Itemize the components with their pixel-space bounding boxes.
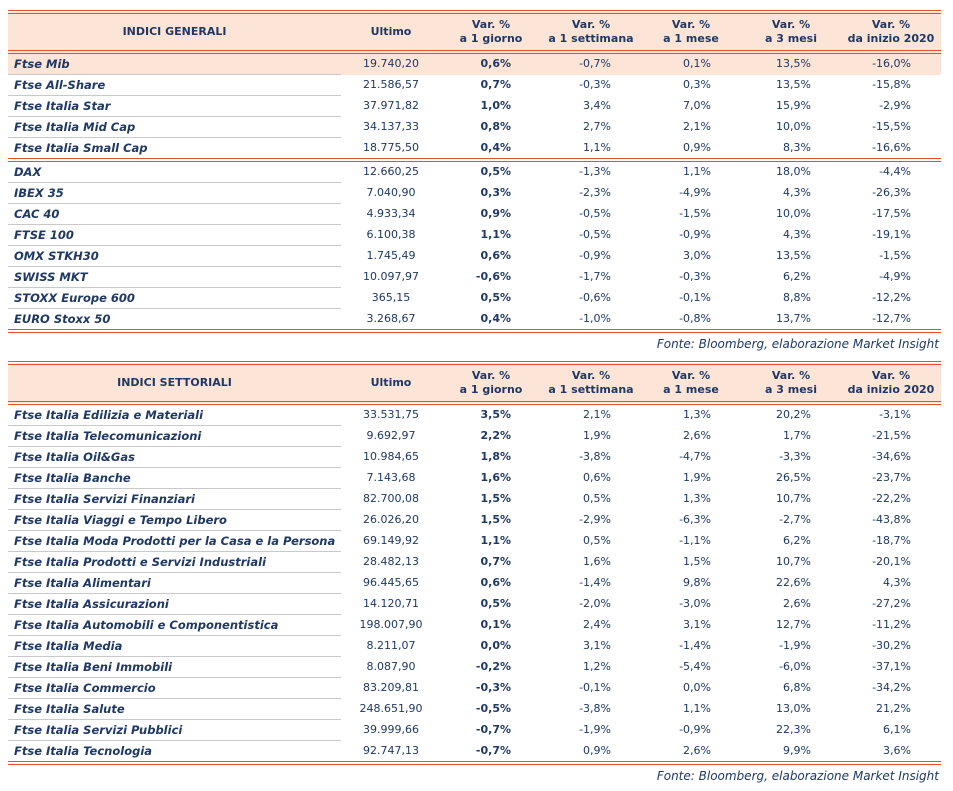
last-value: 82.700,08 xyxy=(363,492,419,505)
var-3m-value: -6,0% xyxy=(779,660,811,673)
indici-settoriali-table xyxy=(8,361,941,765)
var-ytd-value: -4,4% xyxy=(879,165,911,179)
index-name: Ftse Italia Oil&Gas xyxy=(8,447,341,468)
var-3m-value: 6,2% xyxy=(783,534,811,547)
index-name: Ftse Italia Beni Immobili xyxy=(8,657,341,678)
index-name: Ftse Mib xyxy=(8,52,341,75)
index-row xyxy=(8,636,941,657)
index-name: EURO Stoxx 50 xyxy=(8,309,341,332)
indici-generali-table xyxy=(8,10,941,333)
last-value: 39.999,66 xyxy=(363,723,419,736)
var-1w-value: -0,1% xyxy=(579,681,611,694)
var-1m-value: -0,1% xyxy=(679,291,711,304)
var-ytd-value: -4,9% xyxy=(879,270,911,283)
var-ytd-value: -34,2% xyxy=(872,681,911,694)
var-1w-value: -1,4% xyxy=(579,576,611,589)
var-1d-value: 0,4% xyxy=(441,138,541,161)
last-value: 198.007,90 xyxy=(359,618,423,631)
index-name: Ftse Italia Star xyxy=(8,96,341,117)
var-1w-value: 0,9% xyxy=(541,741,641,764)
last-value: 28.482,13 xyxy=(363,555,419,568)
index-name: FTSE 100 xyxy=(8,225,341,246)
indici-generali-body xyxy=(8,52,941,331)
last-value: 1.745,49 xyxy=(366,249,416,262)
var-3m-value: 12,7% xyxy=(776,618,811,631)
index-row xyxy=(8,246,941,267)
var-1d-value: 1,1% xyxy=(480,228,511,241)
index-row xyxy=(8,288,941,309)
index-name: Ftse Italia Telecomunicazioni xyxy=(8,426,341,447)
var-3m-value: 4,3% xyxy=(783,186,811,199)
var-ytd-column-header: Var. % da inizio 2020 xyxy=(841,12,941,52)
last-value: 10.097,97 xyxy=(363,270,419,283)
last-value: 26.026,20 xyxy=(363,513,419,526)
var-1m-value: -1,4% xyxy=(679,639,711,652)
var-1d-value: -0,7% xyxy=(441,741,541,764)
general-indices-section xyxy=(8,10,941,359)
index-row xyxy=(8,426,941,447)
var-1d-value: 1,5% xyxy=(480,492,511,505)
var-ytd-value: -1,5% xyxy=(879,249,911,262)
index-row xyxy=(8,160,941,183)
index-row xyxy=(8,403,941,426)
index-row xyxy=(8,594,941,615)
var-1w-value: 1,1% xyxy=(541,138,641,161)
var-3m-value: 2,6% xyxy=(783,597,811,610)
index-name: Ftse Italia Commercio xyxy=(8,678,341,699)
var-1w-value: 0,6% xyxy=(583,471,611,484)
index-row xyxy=(8,52,941,75)
last-value: 12.660,25 xyxy=(363,165,419,179)
last-value: 19.740,20 xyxy=(341,52,441,75)
var-1m-value: -5,4% xyxy=(679,660,711,673)
var-1m-value: -6,3% xyxy=(679,513,711,526)
last-value: 69.149,92 xyxy=(363,534,419,547)
index-row xyxy=(8,720,941,741)
var-3m-value: 8,8% xyxy=(783,291,811,304)
last-value: 83.209,81 xyxy=(363,681,419,694)
var-1d-value: 0,7% xyxy=(480,78,511,91)
var-1w-value: -1,0% xyxy=(541,309,641,332)
var-ytd-value: -3,1% xyxy=(879,408,911,422)
var-1d-value: -0,6% xyxy=(475,270,511,283)
indices-column-header: INDICI GENERALI xyxy=(8,12,341,52)
var-1m-value: -0,3% xyxy=(679,270,711,283)
index-name: IBEX 35 xyxy=(8,183,341,204)
var-1w-value: -2,0% xyxy=(579,597,611,610)
var-3m-value: -1,9% xyxy=(779,639,811,652)
var-1m-value: -0,9% xyxy=(679,723,711,736)
index-row xyxy=(8,741,941,764)
var-3m-value: 1,7% xyxy=(783,429,811,442)
var-3m-value: 6,8% xyxy=(783,681,811,694)
var-1d-value: 1,8% xyxy=(480,450,511,463)
var-ytd-value: 4,3% xyxy=(883,576,911,589)
var-ytd-value: -15,5% xyxy=(872,120,911,133)
var-1w-value: -0,9% xyxy=(579,249,611,262)
index-row xyxy=(8,510,941,531)
last-value: 14.120,71 xyxy=(363,597,419,610)
var-ytd-value: -18,7% xyxy=(872,534,911,547)
var-ytd-column-header: Var. % da inizio 2020 xyxy=(841,363,941,403)
var-1m-value: 0,9% xyxy=(641,138,741,161)
var-1m-value: -1,1% xyxy=(679,534,711,547)
var-3m-value: 22,6% xyxy=(776,576,811,589)
var-ytd-value: -43,8% xyxy=(872,513,911,526)
var-1d-value: 0,5% xyxy=(480,597,511,610)
index-name: STOXX Europe 600 xyxy=(8,288,341,309)
var-1d-value: 0,1% xyxy=(480,618,511,631)
var-1m-value: 1,3% xyxy=(683,492,711,505)
index-row xyxy=(8,96,941,117)
index-name: Ftse Italia Assicurazioni xyxy=(8,594,341,615)
var-1d-value: 0,0% xyxy=(480,639,511,652)
var-1w-value: -2,9% xyxy=(579,513,611,526)
source-note: Fonte: Bloomberg, elaborazione Market Insight xyxy=(656,769,939,783)
index-row xyxy=(8,489,941,510)
var-ytd-value: 3,6% xyxy=(841,741,941,764)
var-1m-value: 0,0% xyxy=(683,681,711,694)
index-name: Ftse Italia Servizi Pubblici xyxy=(8,720,341,741)
var-ytd-value: -27,2% xyxy=(872,597,911,610)
index-row xyxy=(8,117,941,138)
var-1d-value: -0,2% xyxy=(475,660,511,673)
var-ytd-value: -22,2% xyxy=(872,492,911,505)
last-value: 21.586,57 xyxy=(363,78,419,91)
var-ytd-value: -11,2% xyxy=(872,618,911,631)
var-ytd-value: -19,1% xyxy=(872,228,911,241)
var-ytd-value: -17,5% xyxy=(872,207,911,220)
var-3m-value: 4,3% xyxy=(783,228,811,241)
index-name: Ftse Italia Servizi Finanziari xyxy=(8,489,341,510)
var-3m-value: 13,5% xyxy=(776,249,811,262)
var-1m-value: 1,9% xyxy=(683,471,711,484)
last-value: 37.971,82 xyxy=(363,99,419,112)
last-value: 33.531,75 xyxy=(363,408,419,422)
index-row xyxy=(8,552,941,573)
var-1w-value: -2,3% xyxy=(579,186,611,199)
var-ytd-value: 21,2% xyxy=(876,702,911,715)
last-value: 7.040,90 xyxy=(366,186,416,199)
ultimo-column-header: Ultimo xyxy=(341,363,441,403)
last-value: 8.087,90 xyxy=(366,660,416,673)
var-1w-column-header: Var. % a 1 settimana xyxy=(541,12,641,52)
index-row xyxy=(8,447,941,468)
var-3m-column-header: Var. % a 3 mesi xyxy=(741,12,841,52)
index-row xyxy=(8,678,941,699)
var-ytd-value: -15,8% xyxy=(872,78,911,91)
var-ytd-value: -21,5% xyxy=(872,429,911,442)
var-ytd-value: -16,0% xyxy=(841,52,941,75)
var-1m-value: 1,5% xyxy=(683,555,711,568)
index-row xyxy=(8,657,941,678)
index-row xyxy=(8,75,941,96)
var-1m-value: -3,0% xyxy=(679,597,711,610)
var-3m-value: 6,2% xyxy=(783,270,811,283)
var-1w-value: -0,6% xyxy=(579,291,611,304)
var-1m-value: 0,3% xyxy=(683,78,711,91)
var-1w-value: -0,5% xyxy=(579,207,611,220)
index-name: DAX xyxy=(8,160,341,183)
var-1m-value: -1,5% xyxy=(679,207,711,220)
last-value: 18.775,50 xyxy=(341,138,441,161)
var-ytd-value: -16,6% xyxy=(841,138,941,161)
var-3m-value: 13,7% xyxy=(741,309,841,332)
index-name: SWISS MKT xyxy=(8,267,341,288)
index-row xyxy=(8,225,941,246)
var-3m-value: 18,0% xyxy=(776,165,811,179)
var-ytd-value: -23,7% xyxy=(872,471,911,484)
var-1m-value: 1,3% xyxy=(683,408,711,422)
var-1w-value: -0,3% xyxy=(579,78,611,91)
var-1d-value: -0,3% xyxy=(475,681,511,694)
index-row xyxy=(8,615,941,636)
var-ytd-value: -34,6% xyxy=(872,450,911,463)
index-name: Ftse Italia Mid Cap xyxy=(8,117,341,138)
var-1d-column-header: Var. % a 1 giorno xyxy=(441,363,541,403)
index-row xyxy=(8,204,941,225)
var-3m-value: -3,3% xyxy=(779,450,811,463)
var-1m-value: 1,1% xyxy=(683,702,711,715)
last-value: 10.984,65 xyxy=(363,450,419,463)
var-3m-value: 10,0% xyxy=(776,207,811,220)
var-3m-value: 20,2% xyxy=(776,408,811,422)
var-3m-value: 15,9% xyxy=(776,99,811,112)
var-ytd-value: -2,9% xyxy=(879,99,911,112)
var-3m-value: 10,7% xyxy=(776,555,811,568)
var-1d-value: 0,3% xyxy=(480,186,511,199)
var-1m-value: 0,1% xyxy=(641,52,741,75)
var-1m-value: 2,6% xyxy=(641,741,741,764)
var-1w-column-header: Var. % a 1 settimana xyxy=(541,363,641,403)
last-value: 4.933,34 xyxy=(366,207,416,220)
header-row xyxy=(8,363,941,403)
var-1w-value: 1,9% xyxy=(583,429,611,442)
var-ytd-value: -26,3% xyxy=(872,186,911,199)
index-row xyxy=(8,468,941,489)
var-1w-value: 3,1% xyxy=(583,639,611,652)
var-1d-value: 1,5% xyxy=(480,513,511,526)
var-1w-value: -1,3% xyxy=(579,165,611,179)
var-1m-value: 3,0% xyxy=(683,249,711,262)
var-3m-value: 13,5% xyxy=(776,78,811,91)
index-name: OMX STKH30 xyxy=(8,246,341,267)
index-name: CAC 40 xyxy=(8,204,341,225)
index-name: Ftse All-Share xyxy=(8,75,341,96)
var-1m-column-header: Var. % a 1 mese xyxy=(641,363,741,403)
var-1m-value: -4,9% xyxy=(679,186,711,199)
last-value: 92.747,13 xyxy=(341,741,441,764)
var-1m-value: 1,1% xyxy=(683,165,711,179)
var-3m-value: 13,0% xyxy=(776,702,811,715)
var-3m-value: 10,7% xyxy=(776,492,811,505)
indici-settoriali-body xyxy=(8,403,941,763)
var-1d-column-header: Var. % a 1 giorno xyxy=(441,12,541,52)
var-1m-value: 7,0% xyxy=(683,99,711,112)
var-1d-value: 2,2% xyxy=(480,429,511,442)
index-name: Ftse Italia Automobili e Componentistica xyxy=(8,615,341,636)
index-row xyxy=(8,699,941,720)
index-row xyxy=(8,531,941,552)
index-row xyxy=(8,573,941,594)
var-ytd-value: -20,1% xyxy=(872,555,911,568)
var-1w-value: -3,8% xyxy=(579,450,611,463)
var-1w-value: -1,9% xyxy=(579,723,611,736)
var-1d-value: 0,8% xyxy=(480,120,511,133)
source-note: Fonte: Bloomberg, elaborazione Market Insight xyxy=(656,337,939,351)
indici-generali-header xyxy=(8,12,941,52)
var-1m-column-header: Var. % a 1 mese xyxy=(641,12,741,52)
last-value: 9.692,97 xyxy=(366,429,416,442)
last-value: 34.137,33 xyxy=(363,120,419,133)
var-1m-value: 9,8% xyxy=(683,576,711,589)
var-1m-value: 2,1% xyxy=(683,120,711,133)
var-1d-value: 0,6% xyxy=(480,576,511,589)
var-1w-value: -0,7% xyxy=(541,52,641,75)
indices-column-header: INDICI SETTORIALI xyxy=(8,363,341,403)
var-1d-value: 1,6% xyxy=(480,471,511,484)
var-1w-value: 3,4% xyxy=(583,99,611,112)
var-1d-value: 0,6% xyxy=(480,249,511,262)
var-3m-value: 8,3% xyxy=(741,138,841,161)
var-1w-value: 2,4% xyxy=(583,618,611,631)
var-ytd-value: 6,1% xyxy=(883,723,911,736)
index-name: Ftse Italia Moda Prodotti per la Casa e la Persona xyxy=(8,531,341,552)
var-3m-value: 13,5% xyxy=(741,52,841,75)
last-value: 96.445,65 xyxy=(363,576,419,589)
var-1d-value: -0,7% xyxy=(475,723,511,736)
index-name: Ftse Italia Salute xyxy=(8,699,341,720)
var-1w-value: 2,7% xyxy=(583,120,611,133)
last-value: 365,15 xyxy=(371,291,411,304)
var-1w-value: -3,8% xyxy=(579,702,611,715)
var-1d-value: 0,5% xyxy=(480,291,511,304)
var-1w-value: -0,5% xyxy=(579,228,611,241)
var-1d-value: 0,4% xyxy=(441,309,541,332)
var-3m-value: 22,3% xyxy=(776,723,811,736)
ultimo-column-header: Ultimo xyxy=(341,12,441,52)
var-1d-value: 0,5% xyxy=(480,165,511,179)
index-name: Ftse Italia Alimentari xyxy=(8,573,341,594)
var-1w-value: 1,6% xyxy=(583,555,611,568)
index-name: Ftse Italia Prodotti e Servizi Industriali xyxy=(8,552,341,573)
var-1w-value: 1,2% xyxy=(583,660,611,673)
var-1m-value: 3,1% xyxy=(683,618,711,631)
index-name: Ftse Italia Viaggi e Tempo Libero xyxy=(8,510,341,531)
var-1d-value: -0,5% xyxy=(475,702,511,715)
var-3m-column-header: Var. % a 3 mesi xyxy=(741,363,841,403)
var-1d-value: 1,0% xyxy=(480,99,511,112)
var-1d-value: 0,9% xyxy=(480,207,511,220)
var-1w-value: 0,5% xyxy=(583,492,611,505)
index-name: Ftse Italia Media xyxy=(8,636,341,657)
last-value: 248.651,90 xyxy=(359,702,423,715)
var-1w-value: 0,5% xyxy=(583,534,611,547)
index-row xyxy=(8,138,941,161)
index-name: Ftse Italia Banche xyxy=(8,468,341,489)
var-1d-value: 1,1% xyxy=(480,534,511,547)
index-row xyxy=(8,183,941,204)
var-1d-value: 0,6% xyxy=(441,52,541,75)
var-1w-value: 2,1% xyxy=(583,408,611,422)
var-1m-value: -0,9% xyxy=(679,228,711,241)
index-row xyxy=(8,309,941,332)
index-row xyxy=(8,267,941,288)
var-1m-value: -4,7% xyxy=(679,450,711,463)
var-1d-value: 3,5% xyxy=(480,408,511,422)
indici-settoriali-header xyxy=(8,363,941,403)
index-name: Ftse Italia Edilizia e Materiali xyxy=(8,403,341,426)
index-name: Ftse Italia Tecnologia xyxy=(8,741,341,764)
var-1w-value: -1,7% xyxy=(579,270,611,283)
var-3m-value: 26,5% xyxy=(776,471,811,484)
index-name: Ftse Italia Small Cap xyxy=(8,138,341,161)
last-value: 6.100,38 xyxy=(366,228,416,241)
last-value: 7.143,68 xyxy=(366,471,416,484)
var-3m-value: -2,7% xyxy=(779,513,811,526)
var-3m-value: 10,0% xyxy=(776,120,811,133)
header-row xyxy=(8,12,941,52)
var-ytd-value: -30,2% xyxy=(872,639,911,652)
last-value: 8.211,07 xyxy=(366,639,416,652)
var-1m-value: 2,6% xyxy=(683,429,711,442)
sector-indices-section xyxy=(8,361,941,791)
var-1d-value: 0,7% xyxy=(480,555,511,568)
last-value: 3.268,67 xyxy=(341,309,441,332)
var-ytd-value: -12,2% xyxy=(872,291,911,304)
var-1m-value: -0,8% xyxy=(641,309,741,332)
var-ytd-value: -37,1% xyxy=(872,660,911,673)
var-ytd-value: -12,7% xyxy=(841,309,941,332)
var-3m-value: 9,9% xyxy=(741,741,841,764)
